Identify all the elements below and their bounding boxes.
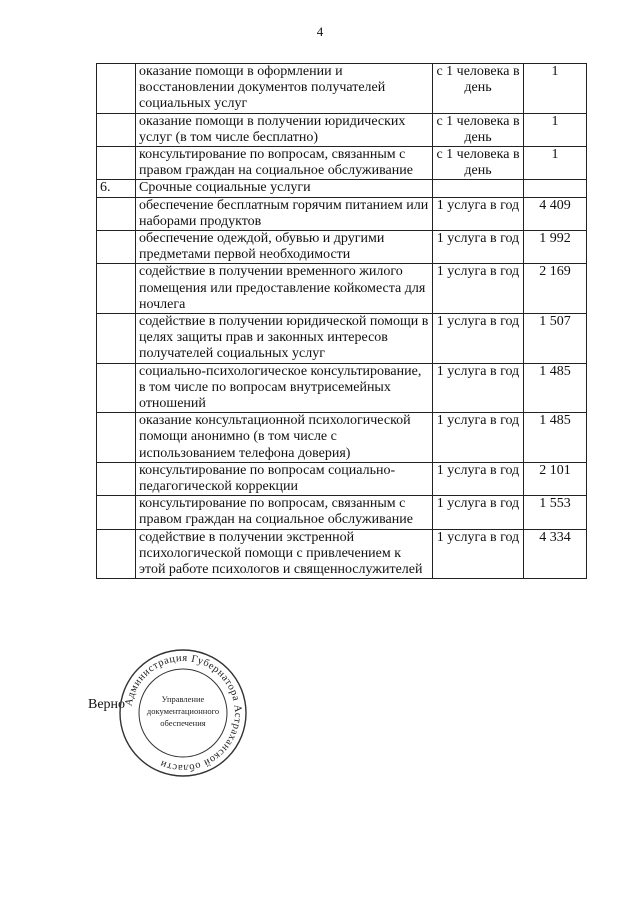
service-value: 1 485 [524,413,587,463]
row-number [97,264,136,314]
service-description: содействие в получении экстренной психологической помощи с привлечением к этой работе психологов и священнослужителей [136,529,433,579]
svg-text:документационного: документационного [146,706,220,716]
table-row [97,264,587,314]
service-norm: с 1 человека в день [433,147,524,180]
service-description: консультирование по вопросам социально-педагогической коррекции [136,462,433,495]
row-number [97,413,136,463]
service-norm: с 1 человека в день [433,64,524,114]
service-norm: 1 услуга в год [433,197,524,230]
service-norm: с 1 человека в день [433,113,524,146]
row-number [97,113,136,146]
service-norm: 1 услуга в год [433,264,524,314]
row-number: 6. [97,180,136,197]
row-number [97,363,136,413]
service-norm: 1 услуга в год [433,231,524,264]
table-row [97,147,587,180]
service-value: 4 334 [524,529,587,579]
table-row [97,113,587,146]
row-number [97,64,136,114]
table-row [97,314,587,364]
service-value: 1 507 [524,314,587,364]
section-row [97,180,587,197]
service-value: 1 [524,64,587,114]
service-value: 1 992 [524,231,587,264]
service-description: оказание помощи в оформлении и восстановлении документов получателей социальных услуг [136,64,433,114]
service-value: 1 553 [524,496,587,529]
table-row [97,363,587,413]
service-value [524,180,587,197]
table-row [97,462,587,495]
row-number [97,231,136,264]
service-norm: 1 услуга в год [433,314,524,364]
service-norm: 1 услуга в год [433,529,524,579]
row-number [97,314,136,364]
service-value: 2 101 [524,462,587,495]
service-norm [433,180,524,197]
table-row [97,64,587,114]
service-description: Срочные социальные услуги [136,180,433,197]
service-description: содействие в получении юридической помощи в целях защиты прав и законных интересов получателей социальных услуг [136,314,433,364]
service-value: 2 169 [524,264,587,314]
table-row [97,197,587,230]
svg-text:Управление: Управление [161,694,205,704]
service-value: 1 485 [524,363,587,413]
service-norm: 1 услуга в год [433,363,524,413]
table-row [97,529,587,579]
service-value: 1 [524,147,587,180]
row-number [97,529,136,579]
table-row [97,413,587,463]
row-number [97,147,136,180]
svg-text:Администрация Губернатора Астр: Администрация Губернатора Астраханской области [123,652,244,774]
official-seal [117,648,249,778]
row-number [97,496,136,529]
row-number [97,462,136,495]
service-value: 4 409 [524,197,587,230]
services-table [96,63,587,579]
service-norm: 1 услуга в год [433,413,524,463]
service-description: консультирование по вопросам, связанным с правом граждан на социальное обслуживание [136,496,433,529]
page-number: 4 [316,24,324,39]
service-description: социально-психологическое консультирование, в том числе по вопросам внутрисемейных отношений [136,363,433,413]
service-value: 1 [524,113,587,146]
service-norm: 1 услуга в год [433,462,524,495]
service-description: обеспечение бесплатным горячим питанием или наборами продуктов [136,197,433,230]
row-number [97,197,136,230]
svg-text:обеспечения: обеспечения [160,718,206,728]
service-description: оказание помощи в получении юридических услуг (в том числе бесплатно) [136,113,433,146]
table-row [97,496,587,529]
table-row [97,231,587,264]
service-description: обеспечение одеждой, обувью и другими предметами первой необходимости [136,231,433,264]
service-description: оказание консультационной психологической помощи анонимно (в том числе с использованием телефона доверия) [136,413,433,463]
service-norm: 1 услуга в год [433,496,524,529]
service-description: консультирование по вопросам, связанным с правом граждан на социальное обслуживание [136,147,433,180]
signature-verno: Верно [88,697,126,712]
service-description: содействие в получении временного жилого помещения или предоставление койкоместа для ночлега [136,264,433,314]
